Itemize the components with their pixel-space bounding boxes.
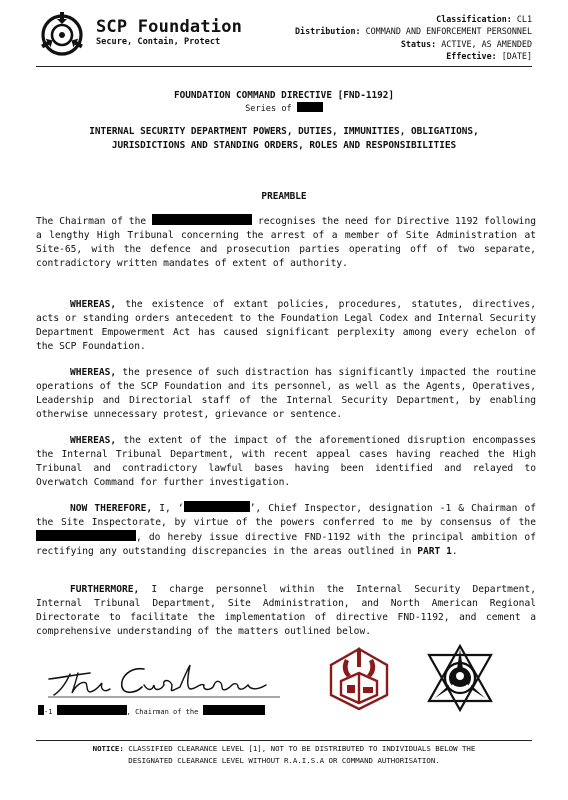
redaction-bar [297, 102, 323, 112]
scp-logo-icon [38, 11, 86, 59]
part-reference: PART 1 [417, 546, 452, 557]
signature-image [44, 655, 284, 700]
classification-row: Classification: CL1 [436, 14, 532, 24]
whereas-clause-2: WHEREAS, the presence of such distraction has significantly impacted the routine operations of the SCP Foundation and its personnel, as well as the Agents, Operatives, Leadership and Directorial staff of the Internal Security Department, by enabling otherwise unnecessary protest, grievance or sentence. [36, 367, 536, 420]
redaction-bar [36, 530, 136, 541]
signature-caption: -1 , Chairman of the [38, 705, 265, 716]
redaction-bar [184, 501, 250, 512]
whereas-clause-3: WHEREAS, the extent of the impact of the aforementioned disruption encompasses the Internal Tribunal Department, with recent appeal cases having reached the High Tribunal and contradictory lawful bases having been identified and relayed to Overwatch Command for further investigation. [36, 435, 536, 488]
header-divider [36, 66, 532, 67]
furthermore-clause: FURTHERMORE, I charge personnel within the Internal Security Department, Internal Tribunal Department, Site Administration, and North American Regional Directorate to facilitate the implementation of directive FND-1192, and cement a comprehensive understanding of the matters outlined below. [36, 584, 536, 637]
internal-security-emblem-icon [325, 645, 393, 713]
brand-name: SCP Foundation [96, 17, 243, 37]
whereas-clause-1: WHEREAS, the existence of extant policies, procedures, statutes, directives, acts or standing orders antecedent to the Foundation Legal Codex and Internal Security Department Empowerment Act has caused significant perplexity among every echelon of the SCP Foundation. [36, 299, 536, 352]
distribution-row: Distribution: COMMAND AND ENFORCEMENT PERSONNEL [294, 26, 532, 37]
brand-tagline: Secure, Contain, Protect [96, 37, 221, 47]
effective-value: [DATE] [501, 51, 532, 62]
distribution-value: COMMAND AND ENFORCEMENT PERSONNEL [365, 26, 532, 37]
preamble-intro: The Chairman of the recognises the need for Directive 1192 following a lengthy High Tribunal concerning the arrest of a member of Site Administration at Site-65, with the defence and prosecution parties operating off of two separate, contradictory written mandates of extent of authority. [36, 216, 537, 269]
footer-divider [36, 740, 532, 741]
overwatch-emblem-icon [425, 643, 495, 713]
redaction-bar [203, 705, 265, 715]
directive-title: FOUNDATION COMMAND DIRECTIVE [FND-1192] [173, 90, 395, 101]
redaction-bar [57, 705, 127, 715]
status-row: Status: ACTIVE, AS AMENDED [400, 38, 532, 49]
document-metadata [295, 13, 532, 63]
effective-row: Effective: [DATE] [446, 51, 532, 62]
therefore-clause: NOW THEREFORE, I, ‘ ’, Chief Inspector, designation -1 & Chairman of the Site Inspectorate, by virtue of the powers conferred to me by consensus of the , do hereby issue directive FND-1192 with the principal ambition of rectifying any outstanding discrepancies in the areas outlined in PART 1. [36, 503, 536, 557]
preamble-heading: PREAMBLE [261, 191, 307, 202]
series-line: Series of [0, 102, 568, 114]
classification-value: CL1 [516, 14, 532, 24]
document-heading: INTERNAL SECURITY DEPARTMENT POWERS, DUTIES, IMMUNITIES, OBLIGATIONS, JURISDICTIONS AND STANDING ORDERS, ROLES AND RESPONSIBILITIES [89, 126, 479, 151]
status-value: ACTIVE, AS AMENDED [441, 38, 532, 49]
redaction-bar [152, 214, 252, 225]
clearance-notice: NOTICE: CLASSIFIED CLEARANCE LEVEL [1], NOT TO BE DISTRIBUTED TO INDIVIDUALS BELOW THE DESIGNATED CLEARANCE LEVEL WITHOUT R.A.I.S.A OR COMMAND AUTHORISATION. [92, 744, 476, 766]
